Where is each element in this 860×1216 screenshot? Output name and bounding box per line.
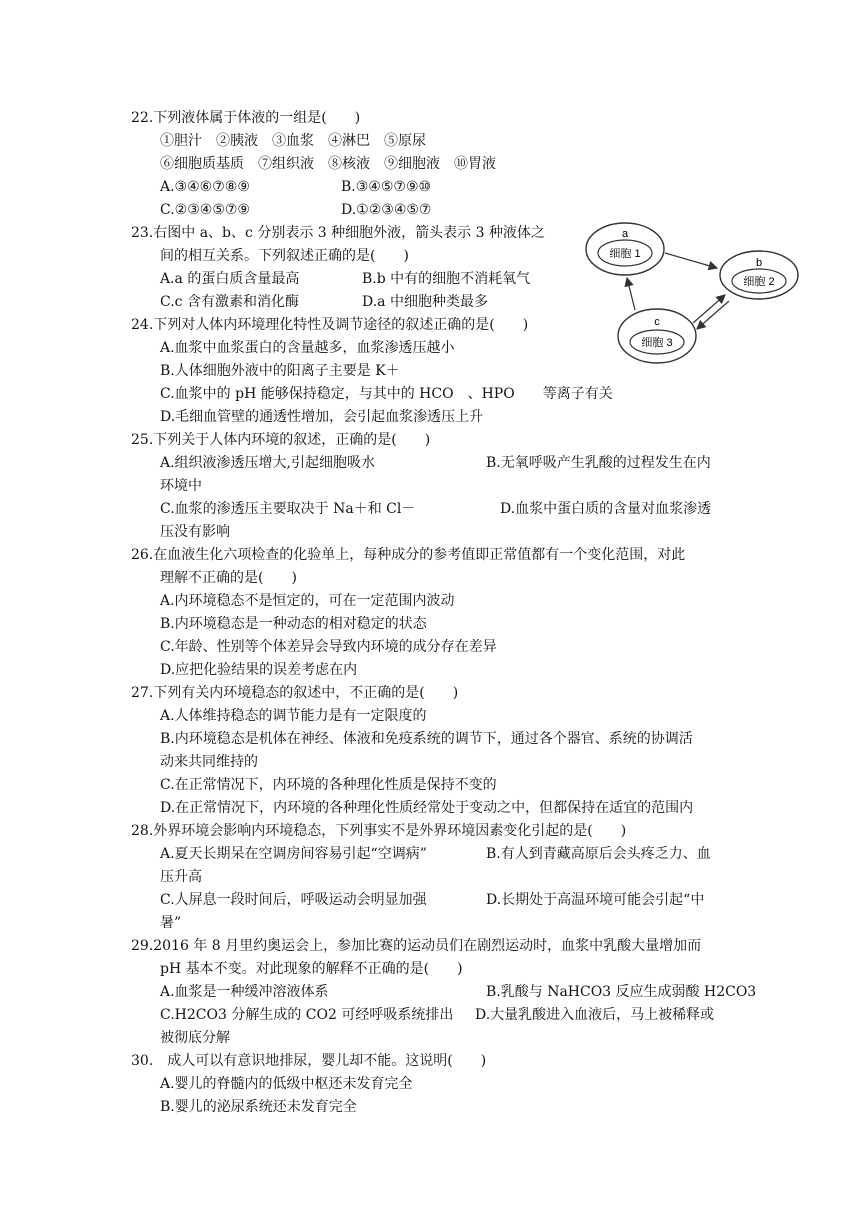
q27-option-d: D.在正常情况下，内环境的各种理化性质经常处于变动之中，但都保持在适宜的范围内 [160, 800, 694, 816]
fluid-a-label: a [621, 228, 629, 240]
q26-option-c: C.年龄、性别等个体差异会导致内环境的成分存在差异 [160, 639, 497, 655]
q29-stem-2: pH 基本不变。对此现象的解释不正确的是( ) [160, 961, 463, 977]
q28-option-c: C.人屏息一段时间后，呼吸运动会明显加强 [160, 892, 427, 908]
fluid-b-label: b [755, 257, 763, 269]
q24-option-d: D.毛细血管壁的通透性增加，会引起血浆渗透压上升 [160, 409, 484, 425]
q27-stem: 27.下列有关内环境稳态的叙述中，不正确的是( ) [131, 685, 459, 701]
q27-option-b-1: B.内环境稳态是机体在神经、体液和免疫系统的调节下，通过各个器官、系统的协调活 [160, 731, 693, 747]
q24-option-b: B.人体细胞外液中的阳离子主要是 K＋ [160, 363, 400, 379]
q30-option-a: A.婴儿的脊髓内的低级中枢还未发育完全 [160, 1076, 413, 1092]
q28-option-d-cont: 暑” [160, 915, 182, 931]
fluid-a [586, 223, 664, 275]
q28-option-a: A.夏天长期呆在空调房间容易引起“空调病” [160, 846, 427, 862]
q30-option-b: B.婴儿的泌尿系统还未发育完全 [160, 1099, 357, 1115]
cell-3-label: 细胞 3 [641, 337, 673, 349]
q24-option-c: C.血浆中的 pH 能够保持稳定，与其中的 HCO 、HPO 等离子有关 [160, 386, 613, 402]
q25-option-b: B.无氧呼吸产生乳酸的过程发生在内 [486, 455, 711, 471]
q25-stem: 25.下列关于人体内环境的叙述，正确的是( ) [131, 432, 431, 448]
q23-stem-1: 23.右图中 a、b、c 分别表示 3 种细胞外液，箭头表示 3 种液体之 [131, 225, 545, 241]
q25-option-c: C.血浆的渗透压主要取决于 Na＋和 Cl－ [160, 501, 416, 517]
q23-option-d: D.a 中细胞种类最多 [362, 294, 488, 310]
q27-option-b-2: 动来共同维持的 [160, 754, 258, 770]
q28-option-b-cont: 压升高 [160, 869, 202, 885]
q29-option-d-cont: 被彻底分解 [160, 1030, 230, 1046]
q22-option-a: A.③④⑥⑦⑧⑨ [160, 179, 250, 195]
body-fluid-diagram [585, 215, 800, 375]
q25-option-a: A.组织液渗透压增大,引起细胞吸水 [160, 455, 376, 471]
q25-option-b-cont: 环境中 [160, 478, 202, 494]
q24-stem: 24.下列对人体内环境理化特性及调节途径的叙述正确的是( ) [131, 317, 529, 333]
q25-option-d: D.血浆中蛋白质的含量对血浆渗透 [500, 501, 712, 517]
q26-option-d: D.应把化验结果的误差考虑在内 [160, 662, 358, 678]
q26-option-a: A.内环境稳态不是恒定的，可在一定范围内波动 [160, 593, 455, 609]
q23-option-b: B.b 中有的细胞不消耗氧气 [362, 271, 531, 287]
arrow-c-to-a [627, 278, 635, 310]
q23-option-c: C.c 含有激素和消化酶 [160, 294, 299, 310]
q27-option-c: C.在正常情况下，内环境的各种理化性质是保持不变的 [160, 777, 497, 793]
q29-option-a: A.血浆是一种缓冲溶液体系 [160, 984, 329, 1000]
fluid-c [618, 309, 696, 363]
fluid-b [720, 251, 798, 299]
q22-items-2: ⑥细胞质基质 ⑦组织液 ⑧核液 ⑨细胞液 ⑩胃液 [160, 156, 496, 172]
cell-2-label: 细胞 2 [743, 276, 775, 288]
q27-option-a: A.人体维持稳态的调节能力是有一定限度的 [160, 708, 427, 724]
q26-stem-2: 理解不正确的是( ) [160, 570, 297, 586]
q28-stem: 28.外界环境会影响内环境稳态，下列事实不是外界环境因素变化引起的是( ) [131, 823, 627, 839]
q22-items-1: ①胆汁 ②胰液 ③血浆 ④淋巴 ⑤原尿 [160, 133, 426, 149]
q29-option-b: B.乳酸与 NaHCO3 反应生成弱酸 H2CO3 [486, 984, 757, 1000]
q22-option-d: D.①②③④⑤⑦ [341, 202, 432, 218]
q29-option-d: D.大量乳酸进入血液后，马上被稀释或 [475, 1007, 715, 1023]
q29-stem-1: 29.2016 年 8 月里约奥运会上，参加比赛的运动员们在剧烈运动时，血浆中乳酸大量增加而 [131, 938, 702, 954]
q28-option-b: B.有人到青藏高原后会头疼乏力、血 [486, 846, 711, 862]
q23-option-a: A.a 的蛋白质含量最高 [160, 271, 300, 287]
q26-option-b: B.内环境稳态是一种动态的相对稳定的状态 [160, 616, 427, 632]
q23-stem-2: 间的相互关系。下列叙述正确的是( ) [160, 248, 409, 264]
q28-option-d: D.长期处于高温环境可能会引起“中 [486, 892, 705, 908]
q26-stem-1: 26.在血液生化六项检查的化验单上，每种成分的参考值即正常值都有一个变化范围，对此 [131, 547, 686, 563]
q24-option-a: A.血浆中血浆蛋白的含量越多，血浆渗透压越小 [160, 340, 455, 356]
fluid-c-label: c [654, 316, 660, 328]
q22-stem: 22.下列液体属于体液的一组是( ) [131, 110, 361, 126]
cell-1-label: 细胞 1 [609, 248, 641, 260]
q25-option-d-cont: 压没有影响 [160, 524, 230, 540]
q22-option-c: C.②③④⑤⑦⑨ [160, 202, 250, 218]
arrow-a-to-b [665, 253, 717, 268]
q22-option-b: B.③④⑤⑦⑨⑩ [341, 179, 432, 195]
q30-stem: 30. 成人可以有意识地排尿，婴儿却不能。这说明( ) [131, 1053, 487, 1069]
q29-option-c: C.H2CO3 分解生成的 CO2 可经呼吸系统排出 [160, 1007, 454, 1023]
